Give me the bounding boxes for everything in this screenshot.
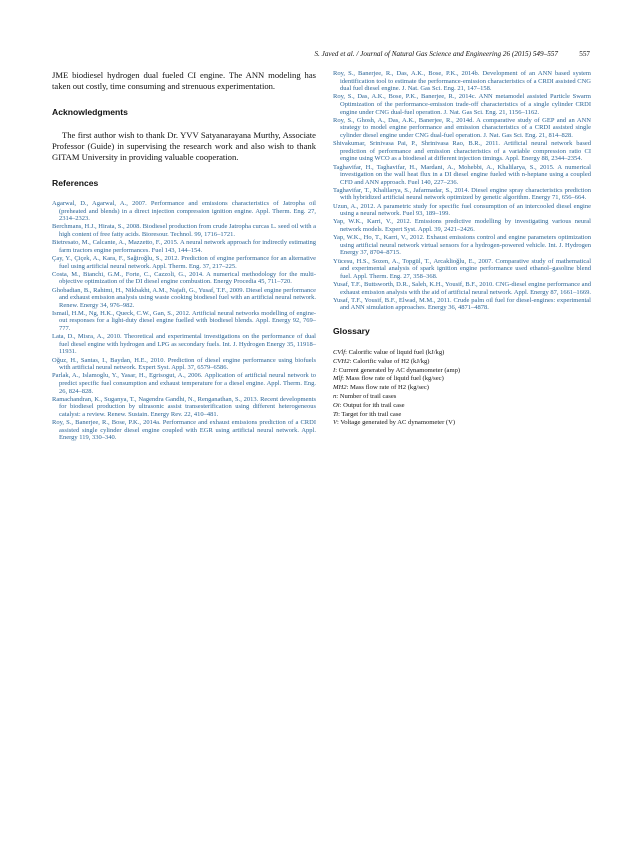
glossary-item [333,358,591,367]
glossary-symbol: Ti [333,410,339,418]
glossary-item [333,419,591,428]
glossary-item [333,384,591,393]
references-heading: References [52,178,99,188]
references-list-right [333,70,591,312]
reference-entry[interactable]: Parlak, A., Islamoglu, Y., Yasar, H., Egrisogut, A., 2006. Application of artificial neural network to predict specific fuel consumption and exhaust temperature for a diesel engine. Appl. Therm. Eng. 26, 824–828. [52,372,316,395]
glossary-symbol: V [333,419,338,427]
reference-entry[interactable]: Taghavifar, H., Taghavifar, H., Mardani, A., Mohebbi, A., Khalilarya, S., 2015. A numerical investigation on the wall heat flux in a DI diesel engine fueled with n-heptane using a coupled CFD and ANN approach. Fuel 140, 227–236. [333,163,591,186]
reference-entry[interactable]: Ghobadian, B., Rahimi, H., Nikbakht, A.M., Najafi, G., Yusaf, T.F., 2009. Diesel engine performance and exhaust emission analysis using waste cooking biodiesel fuel with an artificial neural network. Renew. Energy 34, 976–982. [52,286,316,309]
reference-entry[interactable]: Yap, W.K., Karri, V., 2012. Emissions predictive modelling by investigating various neural network models. Expert Syst. Appl. 39, 2421–2426. [333,218,591,234]
reference-entry[interactable]: Yusaf, T.F., Yousif, B.F., Elwad, M.M., 2011. Crude palm oil fuel for diesel-engines: experimental and ANN simulation approaches. Energy 36, 4871–4878. [333,296,591,312]
glossary-symbol: CVH2 [333,357,350,365]
page-header [52,50,590,62]
glossary-item [333,393,591,402]
reference-entry[interactable]: Çay, Y., Çiçek, A., Kara, F., Sağiroğlu, S., 2012. Prediction of engine performance for an alternative fuel using artificial neural network. Appl. Therm. Eng. 37, 217–225. [52,254,316,270]
reference-entry[interactable]: Ramachandran, K., Suganya, T., Nagendra Gandhi, N., Renganathan, S., 2013. Recent developments for biodiesel production by ultrasonic assist transesterification using different heterogeneous catalyst: a review. Renew. Sustain. Energy Rev. 22, 410–481. [52,395,316,418]
glossary-symbol: Mlf [333,375,343,383]
glossary-definition: : Number of trail cases [336,392,397,400]
glossary-symbol: CVlf [333,348,346,356]
glossary-item [333,402,591,411]
glossary-heading: Glossary [333,325,370,336]
reference-entry[interactable]: Taghavifar, T., Khalilarya, S., Jafarmadar, S., 2014. Diesel engine spray characteristics prediction with hybridized artificial neural network optimized by genetic algorithm. Energy 71, 656–664. [333,186,591,202]
glossary-definition: : Mass flow rate of H2 (kg/sec) [346,384,429,392]
reference-entry[interactable]: Costa, M., Bianchi, G.M., Forte, C., Cazzoli, G., 2014. A numerical methodology for the multi-objective optimization of the DI diesel engine combustion. Energy Procedia 45, 711–720. [52,270,316,286]
reference-entry[interactable]: Berchmans, H.J., Hirata, S., 2008. Biodiesel production from crude Jatropha curcas L. seed oil with a high content of free fatty acids. Bioresour. Technol. 99, 1716–1721. [52,223,316,238]
glossary-definition: : Output for ith trail case [339,401,405,409]
reference-entry[interactable]: Yap, W.K., Ho, T., Karri, V., 2012. Exhaust emissions control and engine parameters optimization using artificial neural network virtual sensors for a hydrogen-powered vehicle. Int. J. Hydrogen Energy 37, 8704–8715. [333,234,591,257]
reference-entry[interactable]: Oğuz, H., Santas, I., Baydan, H.E., 2010. Prediction of diesel engine performance using biofuels with artificial neural network. Expert Syst. Appl. 37, 6579–6586. [52,356,316,372]
glossary-definition: : Calorific value of liquid fuel (kJ/kg) [345,348,445,356]
glossary-definition: : Current generated by AC dynamometer (amp) [335,366,461,374]
acknowledgments-paragraph: The first author wish to thank Dr. YVV Satyanarayana Murthy, Associate Professor (Guide) in supervising the research work and also wish to thank GITAM University in providing valuable cooperation. [52,130,316,162]
glossary-definition: : Calorific value of H2 (kJ/kg) [349,357,430,365]
left-column [52,70,316,443]
glossary-symbol: I [333,366,336,374]
glossary-symbol: n [333,392,337,400]
reference-entry[interactable]: Bietresato, M., Calcante, A., Mazzetto, F., 2015. A neural network approach for indirectly estimating farm tractors engine performances. Fuel 143, 144–154. [52,239,316,254]
glossary-definition: : Target for ith trail case [338,410,402,418]
glossary-item [333,375,591,384]
glossary-item [333,367,591,376]
reference-entry[interactable]: Uzun, A., 2012. A parametric study for specific fuel consumption of an intercooled diesel engine using a neural network. Fuel 93, 189–199. [333,202,591,218]
running-title: S. Javed et al. / Journal of Natural Gas Science and Engineering 26 (2015) 549–557 [314,50,558,58]
glossary-symbol: MH2 [333,384,347,392]
reference-entry[interactable]: Yücesu, H.S., Sozen, A., Topgül, T., Arcaklioğlu, E., 2007. Comparative study of mathematical and experimental analysis of spark ignition engine performance used ethanol–gasoline blend fuel. Appl. Therm. Eng. 27, 358–368. [333,257,591,280]
acknowledgments-heading: Acknowledgments [52,107,128,117]
glossary-item [333,349,591,358]
glossary-definition: : Mass flow rate of liquid fuel (kg/sec) [342,375,444,383]
glossary-item [333,411,591,420]
reference-entry[interactable]: Roy, S., Banerjee, R., Bose, P.K., 2014a. Performance and exhaust emissions prediction of a CRDI assisted single cylinder diesel engine coupled with EGR using artificial neural network. Appl. Energy 119, 330–340. [52,419,316,442]
glossary-symbol: Oi [333,401,340,409]
reference-entry[interactable]: Roy, S., Banerjee, R., Das, A.K., Bose, P.K., 2014b. Development of an ANN based system identification tool to estimate the performance-emission characteristics of a CRDI assisted CNG dual fuel diesel engine. J. Nat. Gas Sci. Eng. 21, 147–158. [333,70,591,93]
reference-entry[interactable]: Yusaf, T.F., Buttsworth, D.R., Saleh, K.H., Yousif, B.F., 2010. CNG-diesel engine performance and exhaust emission analysis with the aid of artificial neural network. Appl. Energy 87, 1661–1669. [333,280,591,296]
glossary-list [333,349,591,428]
right-column [333,70,591,428]
reference-entry[interactable]: Roy, S., Das, A.K., Bose, P.K., Banerjee, R., 2014c. ANN metamodel assisted Particle Swarm Optimization of the performance-emission trade-off characteristics of a single cylinder CRDI engine under CNG dual-fuel operation. J. Nat. Gas Sci. Eng. 21, 1156–1162. [333,93,591,116]
references-list-left [52,200,316,442]
glossary-definition: : Voltage generated by AC dynamometer (V) [337,419,456,427]
reference-entry[interactable]: Ismail, H.M., Ng, H.K., Queck, C.W., Gan, S., 2012. Artificial neural networks modelling of engine-out responses for a light-duty diesel engine fuelled with biodiesel blends. Appl. Energy 92, 769–777. [52,309,316,333]
reference-entry[interactable]: Agarwal, D., Agarwal, A., 2007. Performance and emissions characteristics of Jatropha oil (preheated and blends) in a direct injection compression ignition engine. Appl. Therm. Eng. 27, 2314–2323. [52,200,316,223]
reference-entry[interactable]: Roy, S., Ghosh, A., Das, A.K., Banerjee, R., 2014d. A comparative study of GEP and an ANN strategy to model engine performance and emission characteristics of a CRDI assisted single cylinder diesel engine under CNG dual-fuel operation. J. Nat. Gas Sci. Eng. 21, 814–828. [333,116,591,139]
reference-entry[interactable]: Shivakumar, Srinivasa Pai, P., Shrinivasa Rao, B.R., 2011. Artificial neural network based prediction of performance and emission characteristics of a variable compression ratio CI engine using WCO as a biodiesel at different injection timings. Appl. Energy 88, 2344–2354. [333,140,591,163]
page-number: 557 [579,50,590,58]
intro-paragraph: JME biodiesel hydrogen dual fueled CI engine. The ANN modeling has taken out costly, time consuming and strenuous experimentation. [52,70,316,91]
reference-entry[interactable]: Lata, D., Misra, A., 2010. Theoretical and experimental investigations on the performance of dual fuel diesel engine with hydrogen and LPG as secondary fuels. Int. J. Hydrogen Energy 35, 11918–11931. [52,333,316,356]
